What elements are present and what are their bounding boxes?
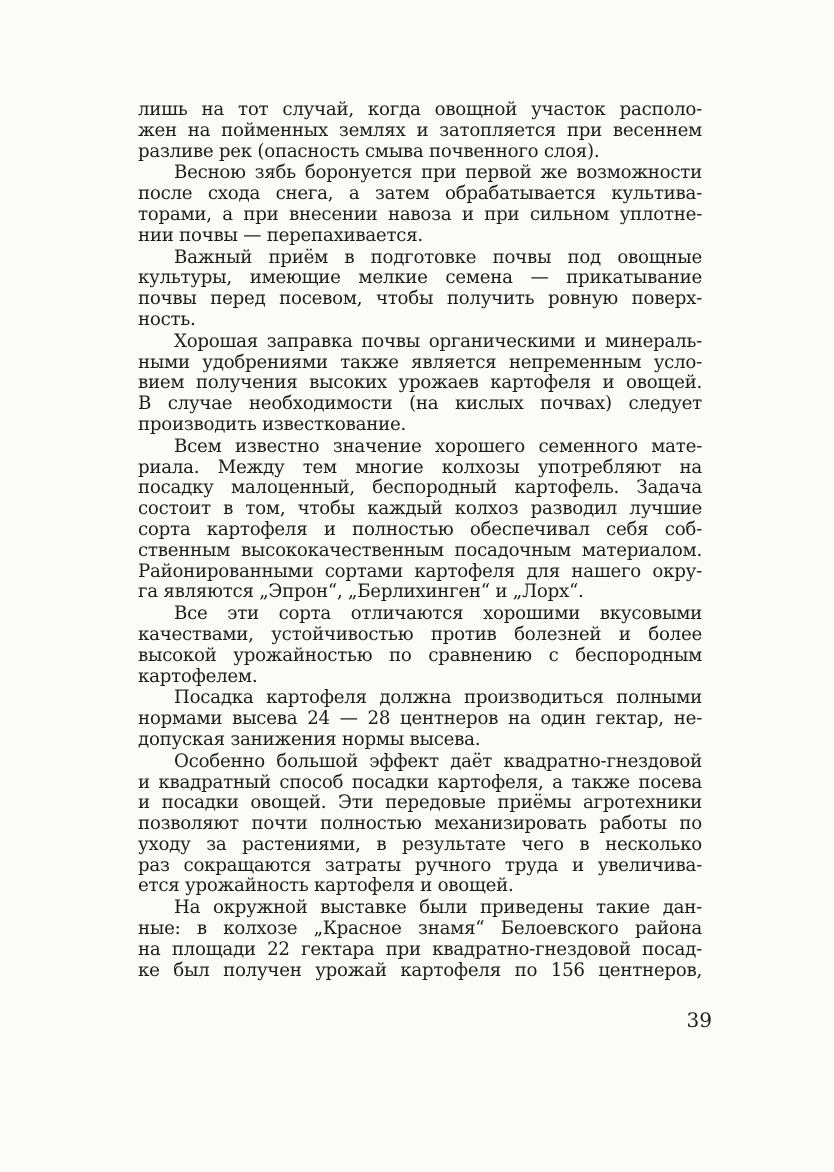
paragraph-4 bbox=[138, 332, 702, 436]
text-line: Важный приём в подготовке почвы под овощные bbox=[174, 246, 702, 268]
text-line: нии почвы — перепахивается. bbox=[138, 224, 423, 246]
text-line: картофелем. bbox=[138, 665, 258, 687]
paragraph-9 bbox=[138, 898, 702, 981]
text-line: лишь на тот случай, когда овощной участок располо- bbox=[138, 99, 702, 120]
paragraph-2 bbox=[138, 163, 702, 246]
text-line: Все эти сорта отличаются хорошими вкусовыми bbox=[174, 603, 702, 625]
paragraph-3 bbox=[138, 248, 702, 331]
text-line: ность. bbox=[138, 308, 196, 330]
text-line: высокой урожайностью по сравнению с беспородным bbox=[138, 644, 702, 666]
paragraph-7 bbox=[138, 688, 702, 750]
text-line: позволяют почти полностью механизировать работы по bbox=[138, 813, 702, 835]
text-line: га являются „Эпрон“, „Берлихинген“ и „Лорх“. bbox=[138, 581, 584, 603]
text-line: торами, а при внесении навоза и при сильном уплотне- bbox=[138, 203, 702, 225]
text-line: ные: в колхозе „Красное знамя“ Белоевского района bbox=[138, 918, 702, 940]
text-line: допуская занижения нормы высева. bbox=[138, 728, 481, 750]
text-line: Хорошая заправка почвы органическими и минераль- bbox=[174, 330, 702, 352]
text-line: ственным высококачественным посадочным материалом. bbox=[138, 539, 702, 561]
text-line: уходу за растениями, в результате чего в несколько bbox=[138, 833, 702, 855]
text-line: На окружной выставке были приведены такие дан- bbox=[174, 897, 702, 919]
text-line: ке был получен урожай картофеля по 156 центнеров, bbox=[138, 959, 702, 981]
text-line: Посадка картофеля должна производиться полными bbox=[174, 687, 702, 709]
text-line: жен на пойменных землях и затопляется при весеннем bbox=[138, 119, 702, 141]
text-line: состоит в том, чтобы каждый колхоз разводил лучшие bbox=[138, 498, 702, 520]
text-line: почвы перед посевом, чтобы получить ровную поверх- bbox=[138, 288, 702, 310]
text-line: риала. Между тем многие колхозы употребляют на bbox=[138, 456, 702, 478]
text-line: Всем известно значение хорошего семенного мате- bbox=[174, 435, 702, 457]
page-number: 39 bbox=[686, 1008, 712, 1032]
text-line: Весною зябь боронуется при первой же возможности bbox=[174, 162, 702, 184]
text-line: культуры, имеющие мелкие семена — прикатывание bbox=[138, 267, 702, 289]
paragraph-5 bbox=[138, 437, 702, 603]
text-line: раз сокращаются затраты ручного труда и увеличива- bbox=[138, 854, 702, 876]
text-line: и квадратный способ посадки картофеля, а также посева bbox=[138, 771, 702, 793]
text-line: на площади 22 гектара при квадратно-гнездовой посад- bbox=[138, 938, 702, 960]
text-line: Особенно большой эффект даёт квадратно-гнездовой bbox=[174, 750, 702, 772]
text-line: ется урожайность картофеля и овощей. bbox=[138, 875, 514, 897]
text-line: сорта картофеля и полностью обеспечивал себя соб- bbox=[138, 518, 702, 540]
paragraph-1 bbox=[138, 100, 702, 162]
paragraph-6 bbox=[138, 604, 702, 687]
text-line: нормами высева 24 — 28 центнеров на один гектар, не- bbox=[138, 708, 702, 730]
text-line: Районированными сортами картофеля для нашего окру- bbox=[138, 560, 702, 582]
text-line: после схода снега, а затем обрабатывается культива- bbox=[138, 183, 702, 205]
text-line: ными удобрениями также является непременным усло- bbox=[138, 351, 702, 373]
text-line: качествами, устойчивостью против болезней и более bbox=[138, 623, 702, 645]
body-text bbox=[138, 100, 702, 982]
text-line: и посадки овощей. Эти передовые приёмы агротехники bbox=[138, 792, 702, 814]
text-line: вием получения высоких урожаев картофеля и овощей. bbox=[138, 372, 702, 394]
text-line: посадку малоценный, беспородный картофель. Задача bbox=[138, 477, 702, 499]
text-line: производить известкование. bbox=[138, 413, 406, 435]
paragraph-8 bbox=[138, 752, 702, 898]
text-line: разливе рек (опасность смыва почвенного слоя). bbox=[138, 140, 600, 162]
text-line: В случае необходимости (на кислых почвах) следует bbox=[138, 393, 702, 415]
